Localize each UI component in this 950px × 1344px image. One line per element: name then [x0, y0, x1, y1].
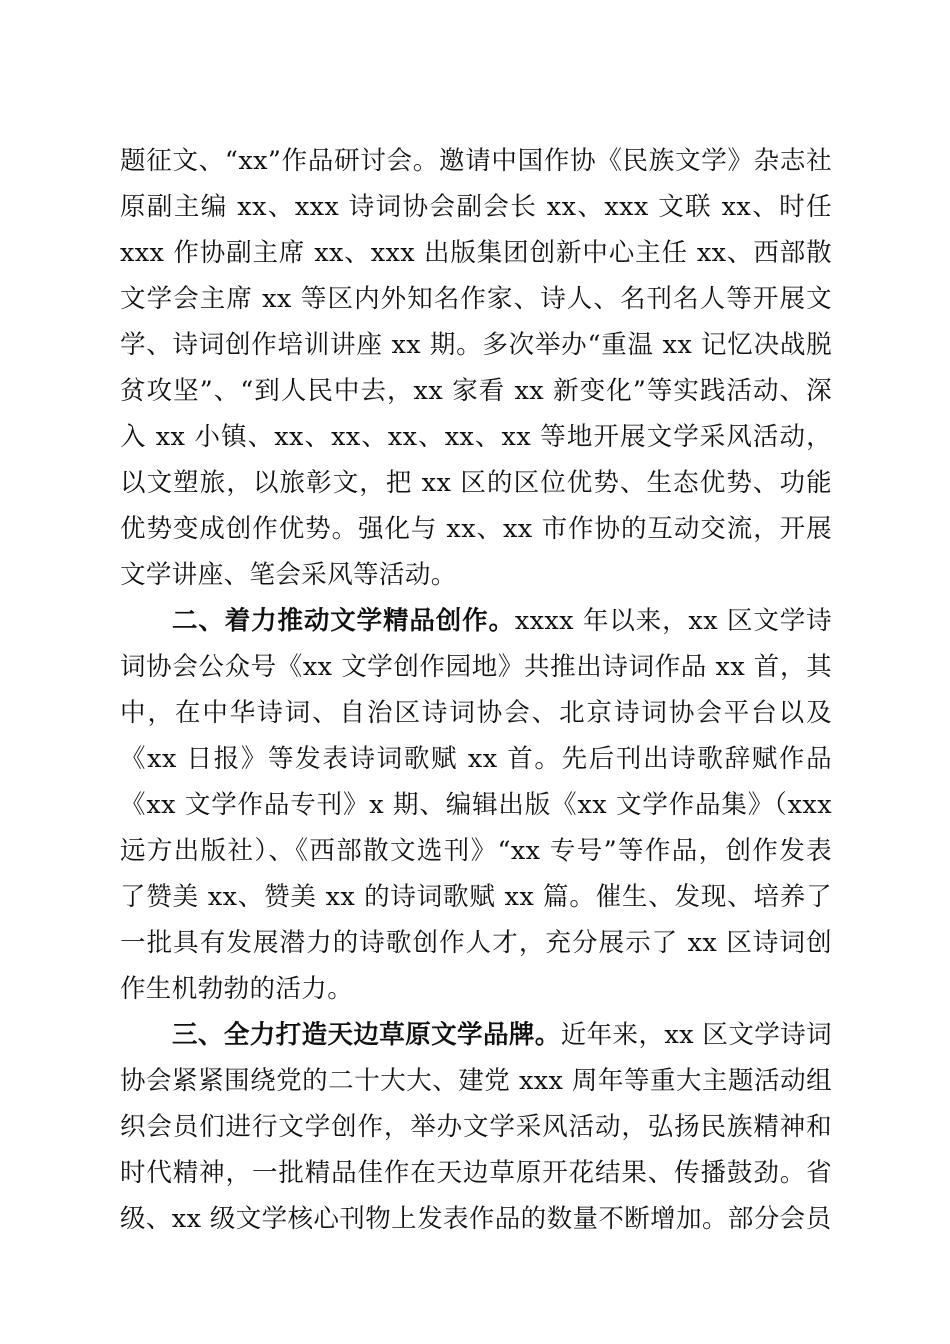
paragraph-text: 题征文、“xx”作品研讨会。邀请中国作协《民族文学》杂志社原副主编 xx、xxx 诗词协会副会长 xx、xxx 文联 xx、时任 xxx 作协副主席 xx、xxx 出版集团创新中心主任 xx、西部散文学会主席 xx 等区内外知名作家、诗人、名刊名人等开展文学、诗词创作培训讲座 xx 期。多次举办“重温 xx 记忆决战脱贫攻坚”、“到人民中去，xx 家看 xx 新变化”等实践活动、深入 xx 小镇、xx、xx、xx、xx、xx 等地开展文学采风活动，以文塑旅，以旅彰文，把 xx 区的区位优势、生态优势、功能优势变成创作优势。强化与 xx、xx 市作协的互动交流，开展文学讲座、笔会采风等活动。: [120, 146, 832, 590]
document-body: [120, 138, 832, 1242]
paragraph-section-2: [120, 598, 832, 1012]
paragraph-continuation: [120, 138, 832, 598]
section-heading: 三、全力打造天边草原文学品牌。: [172, 1020, 561, 1050]
section-heading: 二、着力推动文学精品创作。: [172, 606, 515, 636]
paragraph-text: xxxx 年以来，xx 区文学诗词协会公众号《xx 文学创作园地》共推出诗词作品 xx 首，其中，在中华诗词、自治区诗词协会、北京诗词协会平台以及《xx 日报》等发表诗词歌赋 xx 首。先后刊出诗歌辞赋作品《xx 文学作品专刊》x 期、编辑出版《xx 文学作品集》（xxx 远方出版社）、《西部散文选刊》“xx 专号”等作品，创作发表了赞美 xx、赞美 xx 的诗词歌赋 xx 篇。催生、发现、培养了一批具有发展潜力的诗歌创作人才，充分展示了 xx 区诗词创作生机勃勃的活力。: [120, 606, 832, 1004]
paragraph-section-3: [120, 1012, 832, 1242]
paragraph-text: 近年来，xx 区文学诗词协会紧紧围绕党的二十大大、建党 xxx 周年等重大主题活动组织会员们进行文学创作，举办文学采风活动，弘扬民族精神和时代精神，一批精品佳作在天边草原开花结果、传播鼓劲。省级、xx 级文学核心刊物上发表作品的数量不断增加。部分会员: [120, 1020, 832, 1234]
